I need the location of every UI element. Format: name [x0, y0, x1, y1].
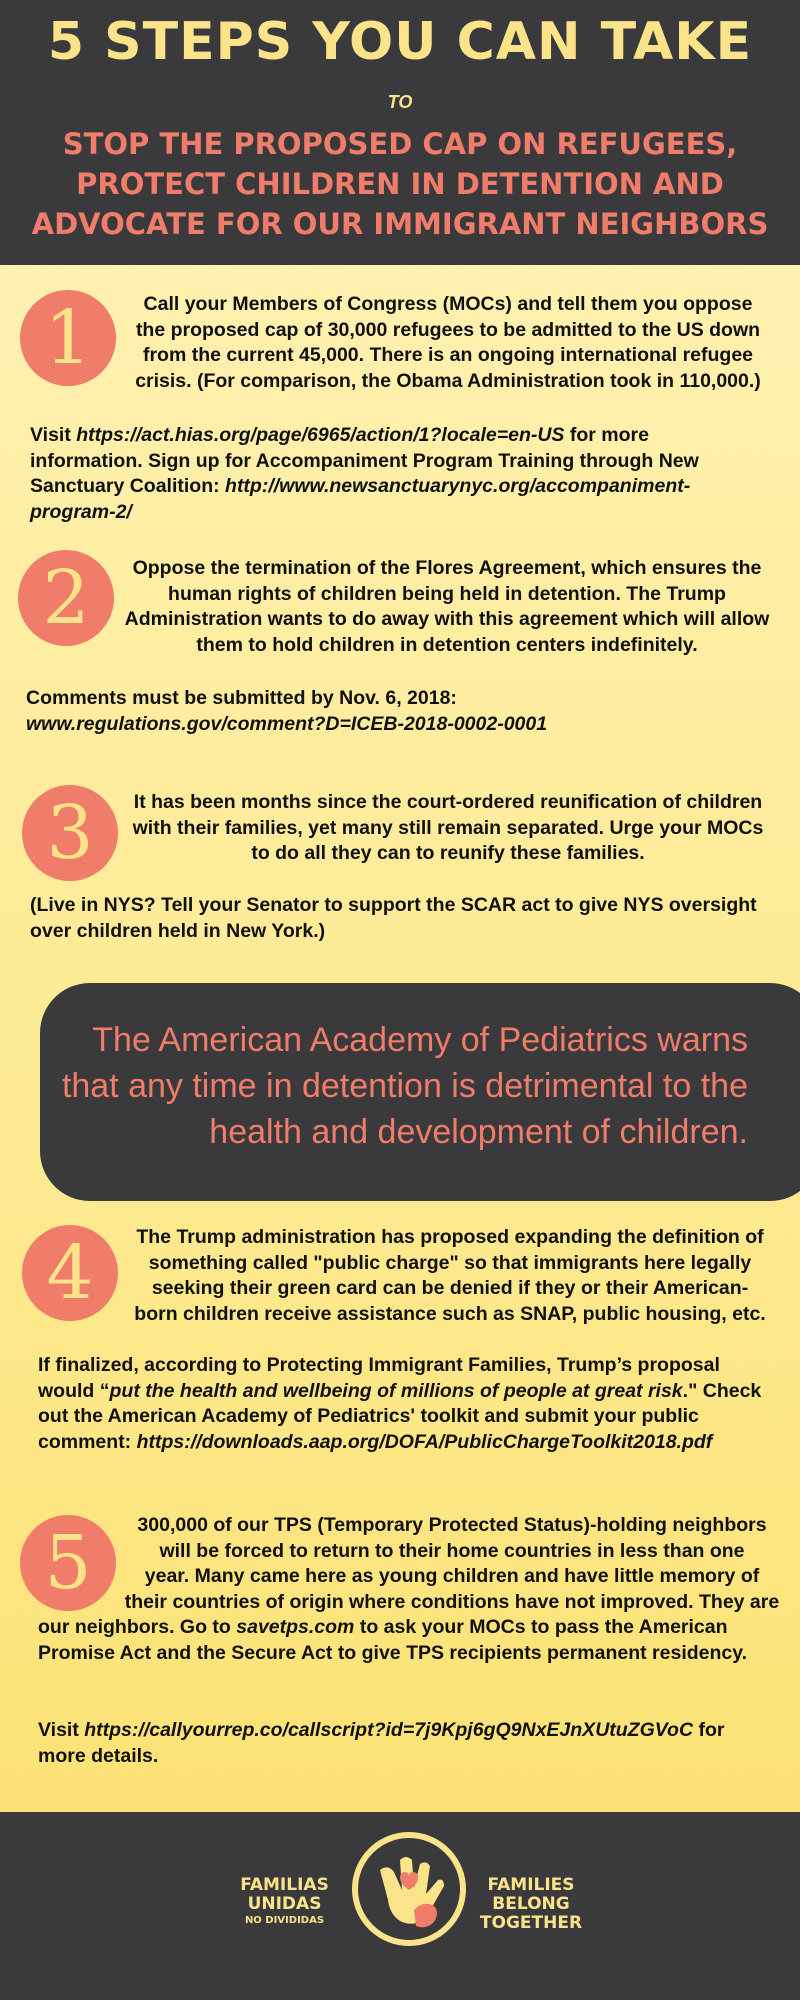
step-1-detail [30, 423, 750, 525]
step-2-detail [26, 686, 746, 737]
hand-heart-logo-icon [350, 1830, 468, 1948]
savetps-link[interactable]: savetps.com [236, 1616, 355, 1638]
step-2-intro [112, 556, 782, 658]
step-4-number-badge: 4 [22, 1225, 118, 1321]
step-1-line: Call your Members of Congress (MOCs) and tell them you oppose [143, 293, 753, 315]
comment-deadline: Comments must be submitted by Nov. 6, 2018: [26, 687, 457, 709]
callyourrep-link[interactable]: https://callyourrep.co/callscript?id=7j9Kpj6gQ9NxEJnXUtuZGVoC [84, 1719, 694, 1741]
step-5-visit-suffix: for more details. [38, 1719, 725, 1767]
step-5-number-badge: 5 [20, 1515, 116, 1611]
step-4-prefix: If finalized, according to Protecting Immigrant Families, Trump’s proposal would “ [38, 1354, 720, 1402]
step-3-number-badge: 3 [22, 785, 118, 881]
new-sanctuary-link[interactable]: http://www.newsanctuarynyc.org/accompaniment-program-2/ [30, 475, 691, 523]
step-2-line: human rights of children being held in detention. The Trump [168, 582, 726, 605]
step-5-detail [38, 1615, 768, 1666]
header-subtitle [0, 124, 800, 244]
familias-unidas-wordmark [232, 1876, 337, 1927]
step-4-quote: put the health and wellbeing of millions of people at great risk [109, 1379, 683, 1402]
wordmark-line: NO DIVIDIDAS [244, 1915, 325, 1926]
step-1-number-badge: 1 [20, 290, 116, 386]
step-3-intro [118, 790, 778, 867]
step-2-line: Administration wants to do away with this agreement which will allow [124, 608, 770, 630]
step-2-number-badge: 2 [18, 550, 114, 646]
step-5-line: will be forced to return to their home countries in less than one [159, 1539, 745, 1562]
step-4-line: seeking their green card can be denied if they or their American- [151, 1277, 749, 1299]
subtitle-line: ADVOCATE FOR OUR IMMIGRANT NEIGHBORS [31, 207, 769, 241]
pediatrics-quote: The American Academy of Pediatrics warns that any time in detention is detrimental to the health and development of children. [61, 1021, 748, 1151]
step-1-line: the proposed cap of 30,000 refugees to be admitted to the US down [135, 318, 761, 341]
aap-toolkit-link[interactable]: https://downloads.aap.org/DOFA/PublicChargeToolkit2018.pdf [136, 1430, 713, 1453]
step-4-intro [120, 1225, 780, 1327]
step-4-line: The Trump administration has proposed expanding the definition of [136, 1226, 764, 1248]
wordmark-line: FAMILIES [487, 1875, 575, 1895]
step-3-note: (Live in NYS? Tell your Senator to support the SCAR act to give NYS oversight over children held in New York.) [30, 894, 757, 942]
page-title: 5 STEPS YOU CAN TAKE [47, 12, 753, 72]
wordmark-line: FAMILIAS [240, 1875, 329, 1895]
step-4-middle: ." Check out the American Academy of Pediatrics' toolkit and submit your public comment: [38, 1379, 762, 1453]
step-5-suffix: to ask your MOCs to pass the American Promise Act and the Secure Act to give TPS recipients permanent residency. [38, 1616, 748, 1664]
step-2-line: them to hold children in detention centers indefinitely. [196, 633, 698, 656]
step-1-middle-text: for more information. Sign up for Accompaniment Program Training through New Sanctuary Coalition: [30, 424, 699, 497]
wordmark-line: TOGETHER [479, 1913, 583, 1933]
header-banner [0, 0, 800, 265]
step-5-prefix: our neighbors. Go to [38, 1616, 237, 1638]
step-1-line: crisis. (For comparison, the Obama Administration took in 110,000.) [135, 369, 761, 392]
step-4-line: something called "public charge" so that immigrants here legally [148, 1251, 752, 1274]
families-belong-together-wordmark [476, 1876, 586, 1933]
step-5-intro [112, 1513, 792, 1615]
step-4-detail [38, 1353, 778, 1455]
subtitle-line: PROTECT CHILDREN IN DETENTION AND [76, 167, 724, 201]
wordmark-line: BELONG [492, 1894, 570, 1914]
step-5-line: their countries of origin where conditions have not improved. They are [124, 1590, 780, 1613]
hias-link[interactable]: https://act.hias.org/page/6965/action/1?locale=en-US [76, 424, 565, 446]
step-5-line: 300,000 of our TPS (Temporary Protected Status)-holding neighbors [137, 1514, 767, 1536]
regulations-link[interactable]: www.regulations.gov/comment?D=ICEB-2018-0002-0001 [26, 712, 548, 735]
step-3-line: It has been months since the court-ordered reunification of children [133, 791, 763, 813]
subtitle-line: STOP THE PROPOSED CAP ON REFUGEES, [62, 127, 738, 161]
wordmark-line: UNIDAS [247, 1894, 322, 1914]
step-5-visit [38, 1718, 768, 1769]
step-2-line: Oppose the termination of the Flores Agreement, which ensures the [132, 557, 762, 579]
step-4-line: born children receive assistance such as SNAP, public housing, etc. [134, 1302, 766, 1325]
step-5-visit-prefix: Visit [38, 1719, 85, 1741]
step-1-line: from the current 45,000. There is an ongoing international refugee [142, 344, 754, 366]
step-3-line: to do all they can to reunify these families. [251, 842, 645, 864]
step-1-intro [118, 292, 778, 394]
step-3-line: with their families, yet many still remain separated. Urge your MOCs [132, 816, 764, 839]
header-connector: TO [387, 92, 413, 112]
step-1-visit-text: Visit [30, 424, 77, 446]
step-5-line: year. Many came here as young children and have little memory of [144, 1565, 760, 1587]
